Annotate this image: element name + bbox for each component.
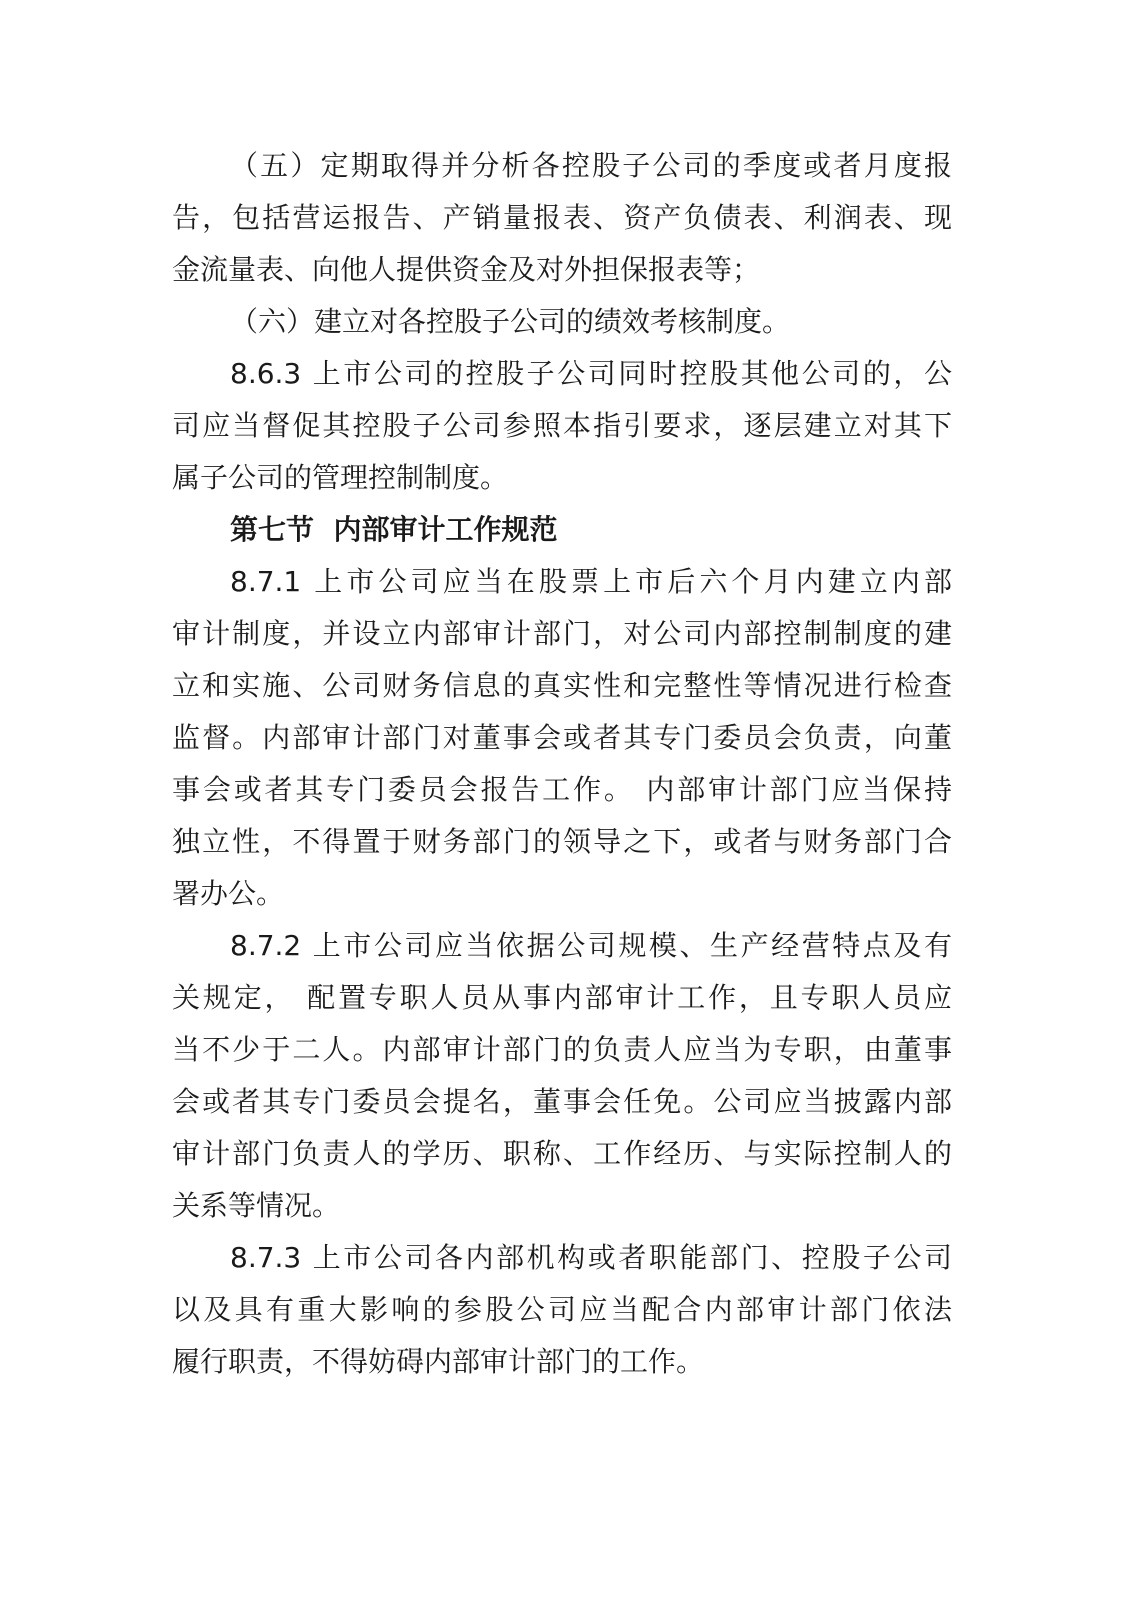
text-line: 8.7.1 上市公司应当在股票上市后六个月内建立内部 [230, 565, 952, 598]
text-line: 金流量表、向他人提供资金及对外担保报表等； [172, 253, 761, 286]
text-line: 8.7.2 上市公司应当依据公司规模、生产经营特点及有 [230, 929, 952, 962]
text-line: 事会或者其专门委员会报告工作。 内部审计部门应当保持 [172, 773, 952, 806]
text-line: 告，包括营运报告、产销量报表、资产负债表、利润表、现 [172, 201, 952, 234]
text-line: 8.6.3 上市公司的控股子公司同时控股其他公司的，公 [230, 357, 952, 390]
text-line: 属子公司的管理控制制度。 [172, 461, 509, 494]
text-line: 会或者其专门委员会提名，董事会任免。公司应当披露内部 [172, 1085, 952, 1118]
text-line: 审计制度，并设立内部审计部门，对公司内部控制制度的建 [172, 617, 952, 650]
text-line: （五）定期取得并分析各控股子公司的季度或者月度报 [230, 149, 952, 182]
text-line: 当不少于二人。内部审计部门的负责人应当为专职，由董事 [172, 1033, 952, 1066]
text-line: （六）建立对各控股子公司的绩效考核制度。 [230, 305, 791, 338]
text-line: 关规定， 配置专职人员从事内部审计工作，且专职人员应 [172, 981, 952, 1014]
text-line: 以及具有重大影响的参股公司应当配合内部审计部门依法 [172, 1293, 952, 1326]
text-line: 司应当督促其控股子公司参照本指引要求，逐层建立对其下 [172, 409, 952, 442]
text-line: 关系等情况。 [172, 1189, 341, 1222]
text-line: 立和实施、公司财务信息的真实性和完整性等情况进行检查 [172, 669, 952, 702]
text-line: 8.7.3 上市公司各内部机构或者职能部门、控股子公司 [230, 1241, 952, 1274]
text-line: 监督。内部审计部门对董事会或者其专门委员会负责，向董 [172, 721, 952, 754]
text-line: 署办公。 [172, 877, 285, 910]
text-line: 审计部门负责人的学历、职称、工作经历、与实际控制人的 [172, 1137, 952, 1170]
text-line: 独立性，不得置于财务部门的领导之下，或者与财务部门合 [172, 825, 952, 858]
text-line: 履行职责，不得妨碍内部审计部门的工作。 [172, 1345, 705, 1378]
section-heading: 第七节 内部审计工作规范 [230, 513, 558, 546]
